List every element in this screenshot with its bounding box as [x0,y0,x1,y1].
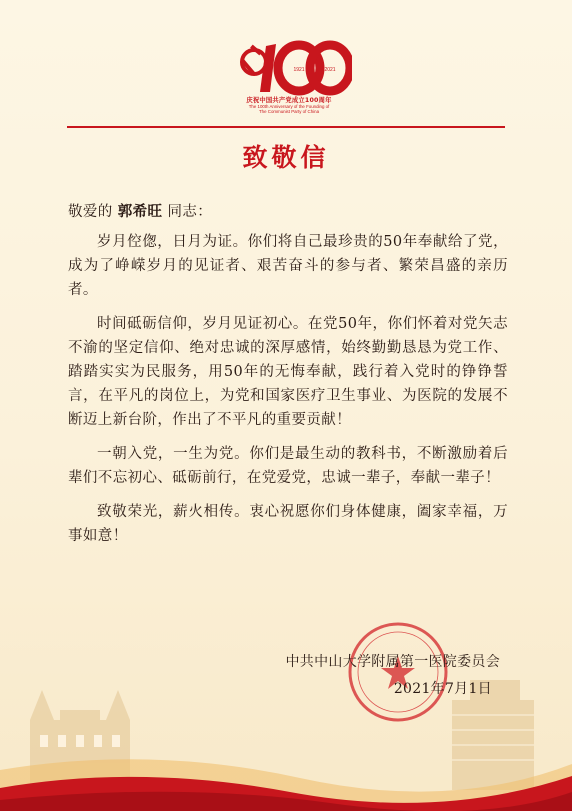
greeting [68,200,508,224]
page-title: 致敬信 [242,143,330,172]
signature-date: 2021年7月1日 [393,681,492,697]
letter-body [68,200,508,558]
greeting-prefix: 敬爱的 [68,204,113,220]
signature-organization: 中共中山大学附属第一医院委员会 [285,654,500,670]
logo-title-cn: 庆祝中国共产党成立100周年 [246,97,332,104]
logo-title-en-line1: The 100th Anniversary of the Founding of [248,104,330,109]
year-start: 1921 [293,67,305,73]
recipient-name: 郭希旺 [117,203,163,220]
greeting-suffix: 同志： [167,204,213,220]
paragraph-1: 岁月倥偬，日月为证。你们将自己最珍贵的50年奉献给了党，成为了峥嵘岁月的见证者、艰苦奋斗的参与者、繁荣昌盛的亲历者。 [68,234,508,298]
logo-title-en [232,104,346,114]
paragraph-4: 致敬荣光，薪火相传。衷心祝愿你们身体健康，阖家幸福，万事如意！ [68,504,508,544]
paragraph-2: 时间砥砺信仰，岁月见证初心。在党50年，你们怀着对党矢志不渝的坚定信仰、绝对忠诚的深厚感情，始终勤勤恳恳为党工作、踏踏实实为民服务，用50年的无悔奉献，践行着入党时的铮铮誓言，在平凡的岗位上，为党和国家医疗卫生事业、为医院的发展不断迈上新台阶，作出了不平凡的重要贡献！ [68,316,508,428]
year-end: 2021 [324,67,336,73]
paragraph-3: 一朝入党，一生为党。你们是最生动的教科书，不断激励着后辈们不忘初心、砥砺前行，在党爱党，忠诚一辈子，奉献一辈子！ [68,446,508,486]
official-seal [346,620,450,724]
logo-title-en-line2: The Communist Party of China [258,109,320,114]
hammer-sickle-icon [241,45,266,76]
top-divider [67,126,505,128]
